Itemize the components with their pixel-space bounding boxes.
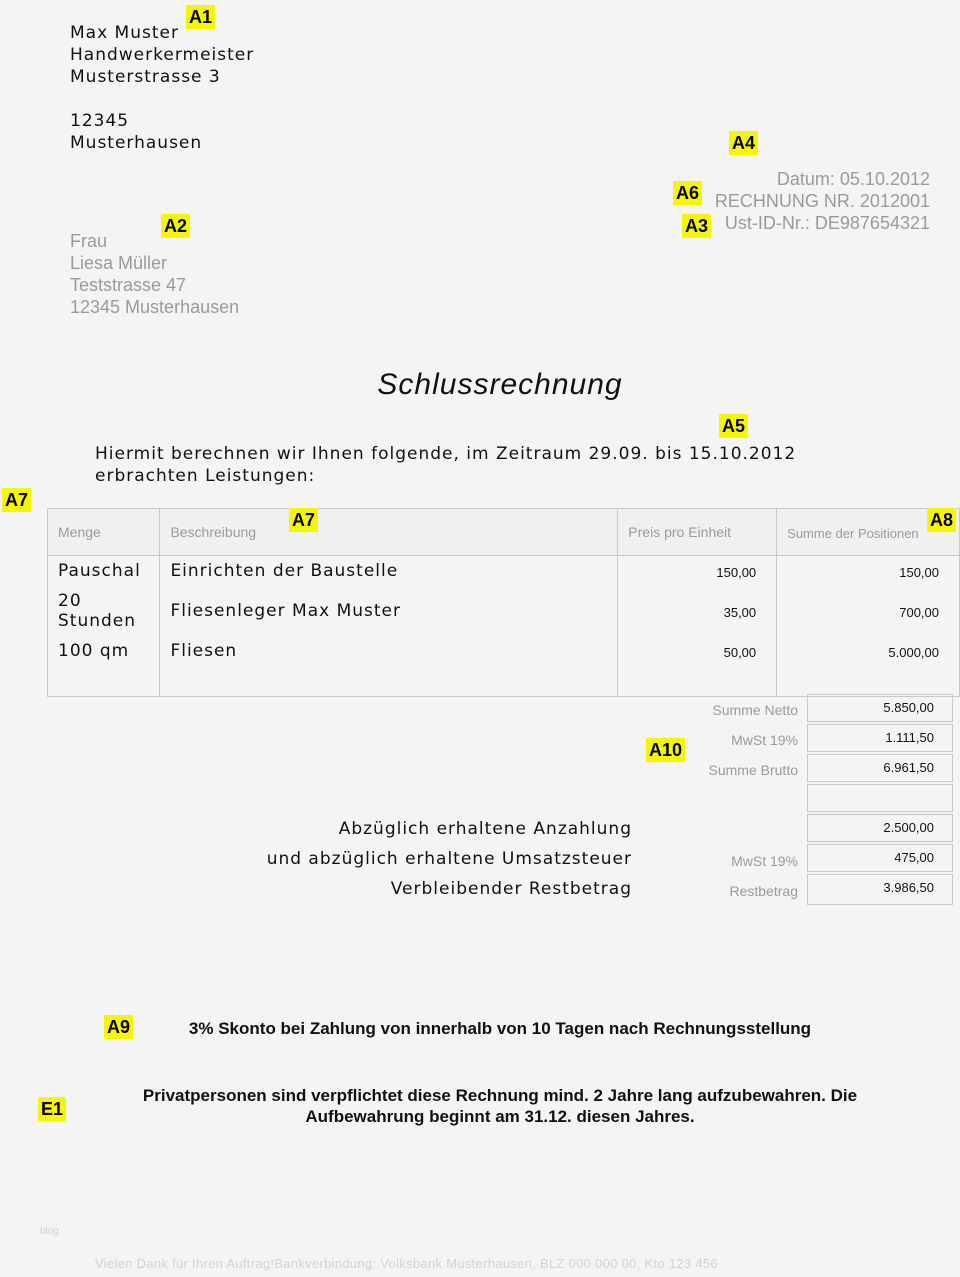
tag-a7-left: A7	[2, 488, 31, 512]
sender-name: Max Muster	[70, 23, 179, 43]
document-title: Schlussrechnung	[377, 368, 623, 401]
row3-qty: 100 qm	[58, 641, 130, 661]
net-label: Summe Netto	[712, 702, 798, 718]
rest-label: Verbleibender Restbetrag	[390, 879, 632, 899]
tax-label: und abzüglich erhaltene Umsatzsteuer	[266, 849, 632, 869]
table-header-row	[48, 509, 960, 556]
retention-note-line2: Aufbewahrung beginnt am 31.12. diesen Jahres.	[305, 1107, 695, 1126]
tag-a8: A8	[927, 508, 956, 532]
invoice-number: RECHNUNG NR. 2012001	[714, 191, 930, 211]
rest-small-label: Restbetrag	[729, 883, 798, 899]
invoice-meta	[715, 168, 930, 234]
tag-a7-table: A7	[289, 508, 318, 532]
recipient-city: 12345 Musterhausen	[70, 297, 240, 317]
header-menge: Menge	[48, 509, 160, 556]
prepay-label: Abzüglich erhaltene Anzahlung	[338, 819, 632, 839]
rest-value: 3.986,50	[807, 874, 953, 905]
header-preis: Preis pro Einheit	[618, 509, 777, 556]
tag-a9: A9	[104, 1015, 133, 1039]
empty-sum-box	[807, 784, 953, 812]
tag-e1: E1	[38, 1097, 66, 1121]
watermark: blog	[40, 1226, 59, 1237]
row2-total: 700,00	[899, 605, 939, 620]
row1-qty: Pauschal	[58, 561, 141, 581]
recipient-street: Teststrasse 47	[70, 275, 187, 295]
tag-a4: A4	[729, 131, 758, 155]
row1-desc: Einrichten der Baustelle	[170, 561, 399, 581]
recipient-salutation: Frau	[70, 231, 108, 251]
tag-a10: A10	[646, 738, 685, 762]
row3-total: 5.000,00	[888, 645, 939, 660]
header-summe: Summe der Positionen	[777, 509, 960, 556]
row1-total: 150,00	[899, 565, 939, 580]
retention-note-line1: Privatpersonen sind verpflichtet diese Rechnung mind. 2 Jahre lang aufzubewahren. Die	[142, 1086, 858, 1105]
recipient-name: Liesa Müller	[70, 253, 168, 273]
sender-address	[70, 22, 254, 154]
gross-value: 6.961,50	[807, 754, 953, 782]
prepay-value: 2.500,00	[807, 814, 953, 842]
tag-a5: A5	[719, 414, 748, 438]
row3-desc: Fliesen	[170, 641, 238, 661]
invoice-date: Datum: 05.10.2012	[776, 169, 930, 189]
tax-small-label: MwSt 19%	[731, 853, 798, 869]
gross-label: Summe Brutto	[708, 762, 798, 778]
footer-bank-info: Vielen Dank für Ihren Auftrag!Bankverbindung: Volksbank Musterhausen, BLZ 000 000 00, Kto 123 456	[95, 1256, 718, 1271]
row2-unit: 35,00	[723, 605, 757, 620]
vat-value: 1.111,50	[807, 724, 953, 752]
tax-value: 475,00	[807, 844, 953, 872]
sender-city: Musterhausen	[70, 133, 203, 153]
net-value: 5.850,00	[807, 694, 953, 722]
skonto-note: 3% Skonto bei Zahlung von innerhalb von 10 Tagen nach Rechnungsstellung	[188, 1019, 812, 1038]
tag-a3: A3	[682, 214, 711, 238]
tag-a6: A6	[673, 181, 702, 205]
tag-a1: A1	[186, 5, 215, 29]
vat-id: Ust-ID-Nr.: DE987654321	[724, 213, 930, 233]
sender-zip: 12345	[70, 111, 130, 131]
row1-unit: 150,00	[716, 565, 757, 580]
row2-desc: Fliesenleger Max Muster	[170, 601, 401, 621]
vat-label: MwSt 19%	[731, 732, 798, 748]
recipient-address	[70, 230, 239, 318]
row3-unit: 50,00	[723, 645, 757, 660]
header-beschreibung: Beschreibung	[160, 509, 618, 556]
table-row	[48, 556, 960, 697]
intro-text: Hiermit berechnen wir Ihnen folgende, im Zeitraum 29.09. bis 15.10.2012 erbrachten Leistungen:	[95, 444, 797, 486]
items-table	[47, 508, 960, 697]
sender-title: Handwerkermeister	[70, 45, 255, 65]
tag-a2: A2	[161, 214, 190, 238]
row2-qty: 20 Stunden	[58, 591, 137, 631]
sender-street: Musterstrasse 3	[70, 67, 221, 87]
